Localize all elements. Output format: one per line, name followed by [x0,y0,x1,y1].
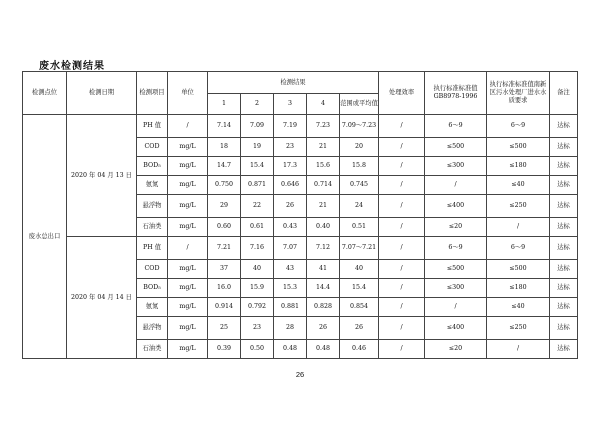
average-cell: 40 [340,260,379,279]
header-standard-plant: 执行标准标准值南新区污水处理厂进水水质要求 [487,72,550,115]
unit-cell: mg/L [168,218,208,237]
run-3-cell: 23 [274,138,307,157]
remark-cell: 达标 [550,218,578,237]
efficiency-cell: / [379,195,425,218]
run-1-cell: 0.60 [208,218,241,237]
run-3-cell: 0.43 [274,218,307,237]
header-average: 范围或平均值 [340,94,379,115]
item-cell: BOD₅ [137,157,168,176]
run-1-cell: 14.7 [208,157,241,176]
average-cell: 15.8 [340,157,379,176]
efficiency-cell: / [379,176,425,195]
header-standard-gb: 执行标准标准值GB8978-1996 [425,72,487,115]
run-3-cell: 7.07 [274,237,307,260]
unit-cell: mg/L [168,195,208,218]
standard-gb-cell: ≤400 [425,195,487,218]
run-1-cell: 37 [208,260,241,279]
item-cell: PH 值 [137,237,168,260]
run-4-cell: 15.6 [307,157,340,176]
standard-gb-cell: / [425,176,487,195]
header-efficiency: 处理效率 [379,72,425,115]
standard-plant-cell: ≤40 [487,176,550,195]
run-3-cell: 43 [274,260,307,279]
average-cell: 0.51 [340,218,379,237]
run-3-cell: 0.881 [274,298,307,317]
run-1-cell: 7.14 [208,115,241,138]
average-cell: 7.07～7.21 [340,237,379,260]
header-row [23,72,578,94]
efficiency-cell: / [379,157,425,176]
remark-cell: 达标 [550,115,578,138]
item-cell: 氨氮 [137,298,168,317]
remark-cell: 达标 [550,260,578,279]
average-cell: 0.745 [340,176,379,195]
item-cell: 氨氮 [137,176,168,195]
unit-cell: mg/L [168,138,208,157]
standard-plant-cell: / [487,218,550,237]
efficiency-cell: / [379,218,425,237]
run-4-cell: 7.23 [307,115,340,138]
run-4-cell: 7.12 [307,237,340,260]
date-cell: 2020 年 04 月 13 日 [67,115,137,237]
run-4-cell: 0.714 [307,176,340,195]
standard-plant-cell: ≤180 [487,279,550,298]
average-cell: 20 [340,138,379,157]
standard-plant-cell: ≤180 [487,157,550,176]
item-cell: 石油类 [137,340,168,359]
remark-cell: 达标 [550,195,578,218]
efficiency-cell: / [379,237,425,260]
average-cell: 24 [340,195,379,218]
section-title: 废水检测结果 [39,61,105,72]
item-cell: BOD₅ [137,279,168,298]
standard-gb-cell: ≤500 [425,260,487,279]
run-2-cell: 0.61 [241,218,274,237]
run-4-cell: 21 [307,195,340,218]
standard-gb-cell: ≤20 [425,218,487,237]
point-cell: 废水总出口 [23,115,67,359]
run-2-cell: 15.9 [241,279,274,298]
standard-gb-cell: ≤20 [425,340,487,359]
run-2-cell: 19 [241,138,274,157]
unit-cell: mg/L [168,340,208,359]
run-4-cell: 14.4 [307,279,340,298]
run-3-cell: 0.48 [274,340,307,359]
run-2-cell: 40 [241,260,274,279]
efficiency-cell: / [379,279,425,298]
run-1-cell: 0.39 [208,340,241,359]
header-remark: 备注 [550,72,578,115]
standard-gb-cell: ≤300 [425,279,487,298]
header-date: 检测日期 [67,72,137,115]
average-cell: 26 [340,317,379,340]
run-2-cell: 23 [241,317,274,340]
efficiency-cell: / [379,260,425,279]
run-2-cell: 0.871 [241,176,274,195]
run-3-cell: 7.19 [274,115,307,138]
wastewater-results-table [22,71,578,359]
standard-gb-cell: ≤300 [425,157,487,176]
item-cell: 悬浮物 [137,317,168,340]
header-item: 检测项目 [137,72,168,115]
standard-gb-cell: 6～9 [425,237,487,260]
efficiency-cell: / [379,340,425,359]
run-2-cell: 0.792 [241,298,274,317]
average-cell: 7.09～7.23 [340,115,379,138]
header-run-3: 3 [274,94,307,115]
table-row [23,115,578,138]
run-1-cell: 0.750 [208,176,241,195]
run-1-cell: 29 [208,195,241,218]
run-4-cell: 26 [307,317,340,340]
run-1-cell: 25 [208,317,241,340]
run-4-cell: 0.828 [307,298,340,317]
run-2-cell: 22 [241,195,274,218]
run-4-cell: 0.40 [307,218,340,237]
header-results: 检测结果 [208,72,379,94]
run-1-cell: 7.21 [208,237,241,260]
remark-cell: 达标 [550,237,578,260]
table-row [23,237,578,260]
item-cell: 悬浮物 [137,195,168,218]
standard-plant-cell: ≤500 [487,260,550,279]
item-cell: 石油类 [137,218,168,237]
run-4-cell: 0.48 [307,340,340,359]
run-4-cell: 21 [307,138,340,157]
unit-cell: mg/L [168,260,208,279]
unit-cell: mg/L [168,298,208,317]
remark-cell: 达标 [550,340,578,359]
unit-cell: mg/L [168,176,208,195]
standard-plant-cell: ≤250 [487,195,550,218]
remark-cell: 达标 [550,176,578,195]
run-1-cell: 16.0 [208,279,241,298]
remark-cell: 达标 [550,317,578,340]
run-2-cell: 15.4 [241,157,274,176]
unit-cell: mg/L [168,157,208,176]
standard-gb-cell: ≤400 [425,317,487,340]
run-2-cell: 0.50 [241,340,274,359]
remark-cell: 达标 [550,138,578,157]
unit-cell: / [168,115,208,138]
remark-cell: 达标 [550,157,578,176]
run-3-cell: 15.3 [274,279,307,298]
standard-gb-cell: 6～9 [425,115,487,138]
header-run-4: 4 [307,94,340,115]
date-cell: 2020 年 04 月 14 日 [67,237,137,359]
average-cell: 0.46 [340,340,379,359]
unit-cell: mg/L [168,279,208,298]
header-run-2: 2 [241,94,274,115]
header-run-1: 1 [208,94,241,115]
standard-plant-cell: ≤40 [487,298,550,317]
run-1-cell: 18 [208,138,241,157]
efficiency-cell: / [379,115,425,138]
standard-plant-cell: 6～9 [487,115,550,138]
item-cell: COD [137,138,168,157]
standard-plant-cell: 6～9 [487,237,550,260]
unit-cell: / [168,237,208,260]
average-cell: 15.4 [340,279,379,298]
standard-gb-cell: / [425,298,487,317]
header-point: 检测点位 [23,72,67,115]
run-1-cell: 0.914 [208,298,241,317]
standard-gb-cell: ≤500 [425,138,487,157]
remark-cell: 达标 [550,279,578,298]
efficiency-cell: / [379,138,425,157]
page-number: 26 [295,370,305,379]
remark-cell: 达标 [550,298,578,317]
run-2-cell: 7.16 [241,237,274,260]
header-unit: 单位 [168,72,208,115]
efficiency-cell: / [379,317,425,340]
standard-plant-cell: ≤500 [487,138,550,157]
run-2-cell: 7.09 [241,115,274,138]
run-3-cell: 28 [274,317,307,340]
run-3-cell: 17.3 [274,157,307,176]
item-cell: PH 值 [137,115,168,138]
standard-plant-cell: ≤250 [487,317,550,340]
unit-cell: mg/L [168,317,208,340]
efficiency-cell: / [379,298,425,317]
run-4-cell: 41 [307,260,340,279]
standard-plant-cell: / [487,340,550,359]
item-cell: COD [137,260,168,279]
run-3-cell: 0.646 [274,176,307,195]
run-3-cell: 26 [274,195,307,218]
average-cell: 0.854 [340,298,379,317]
